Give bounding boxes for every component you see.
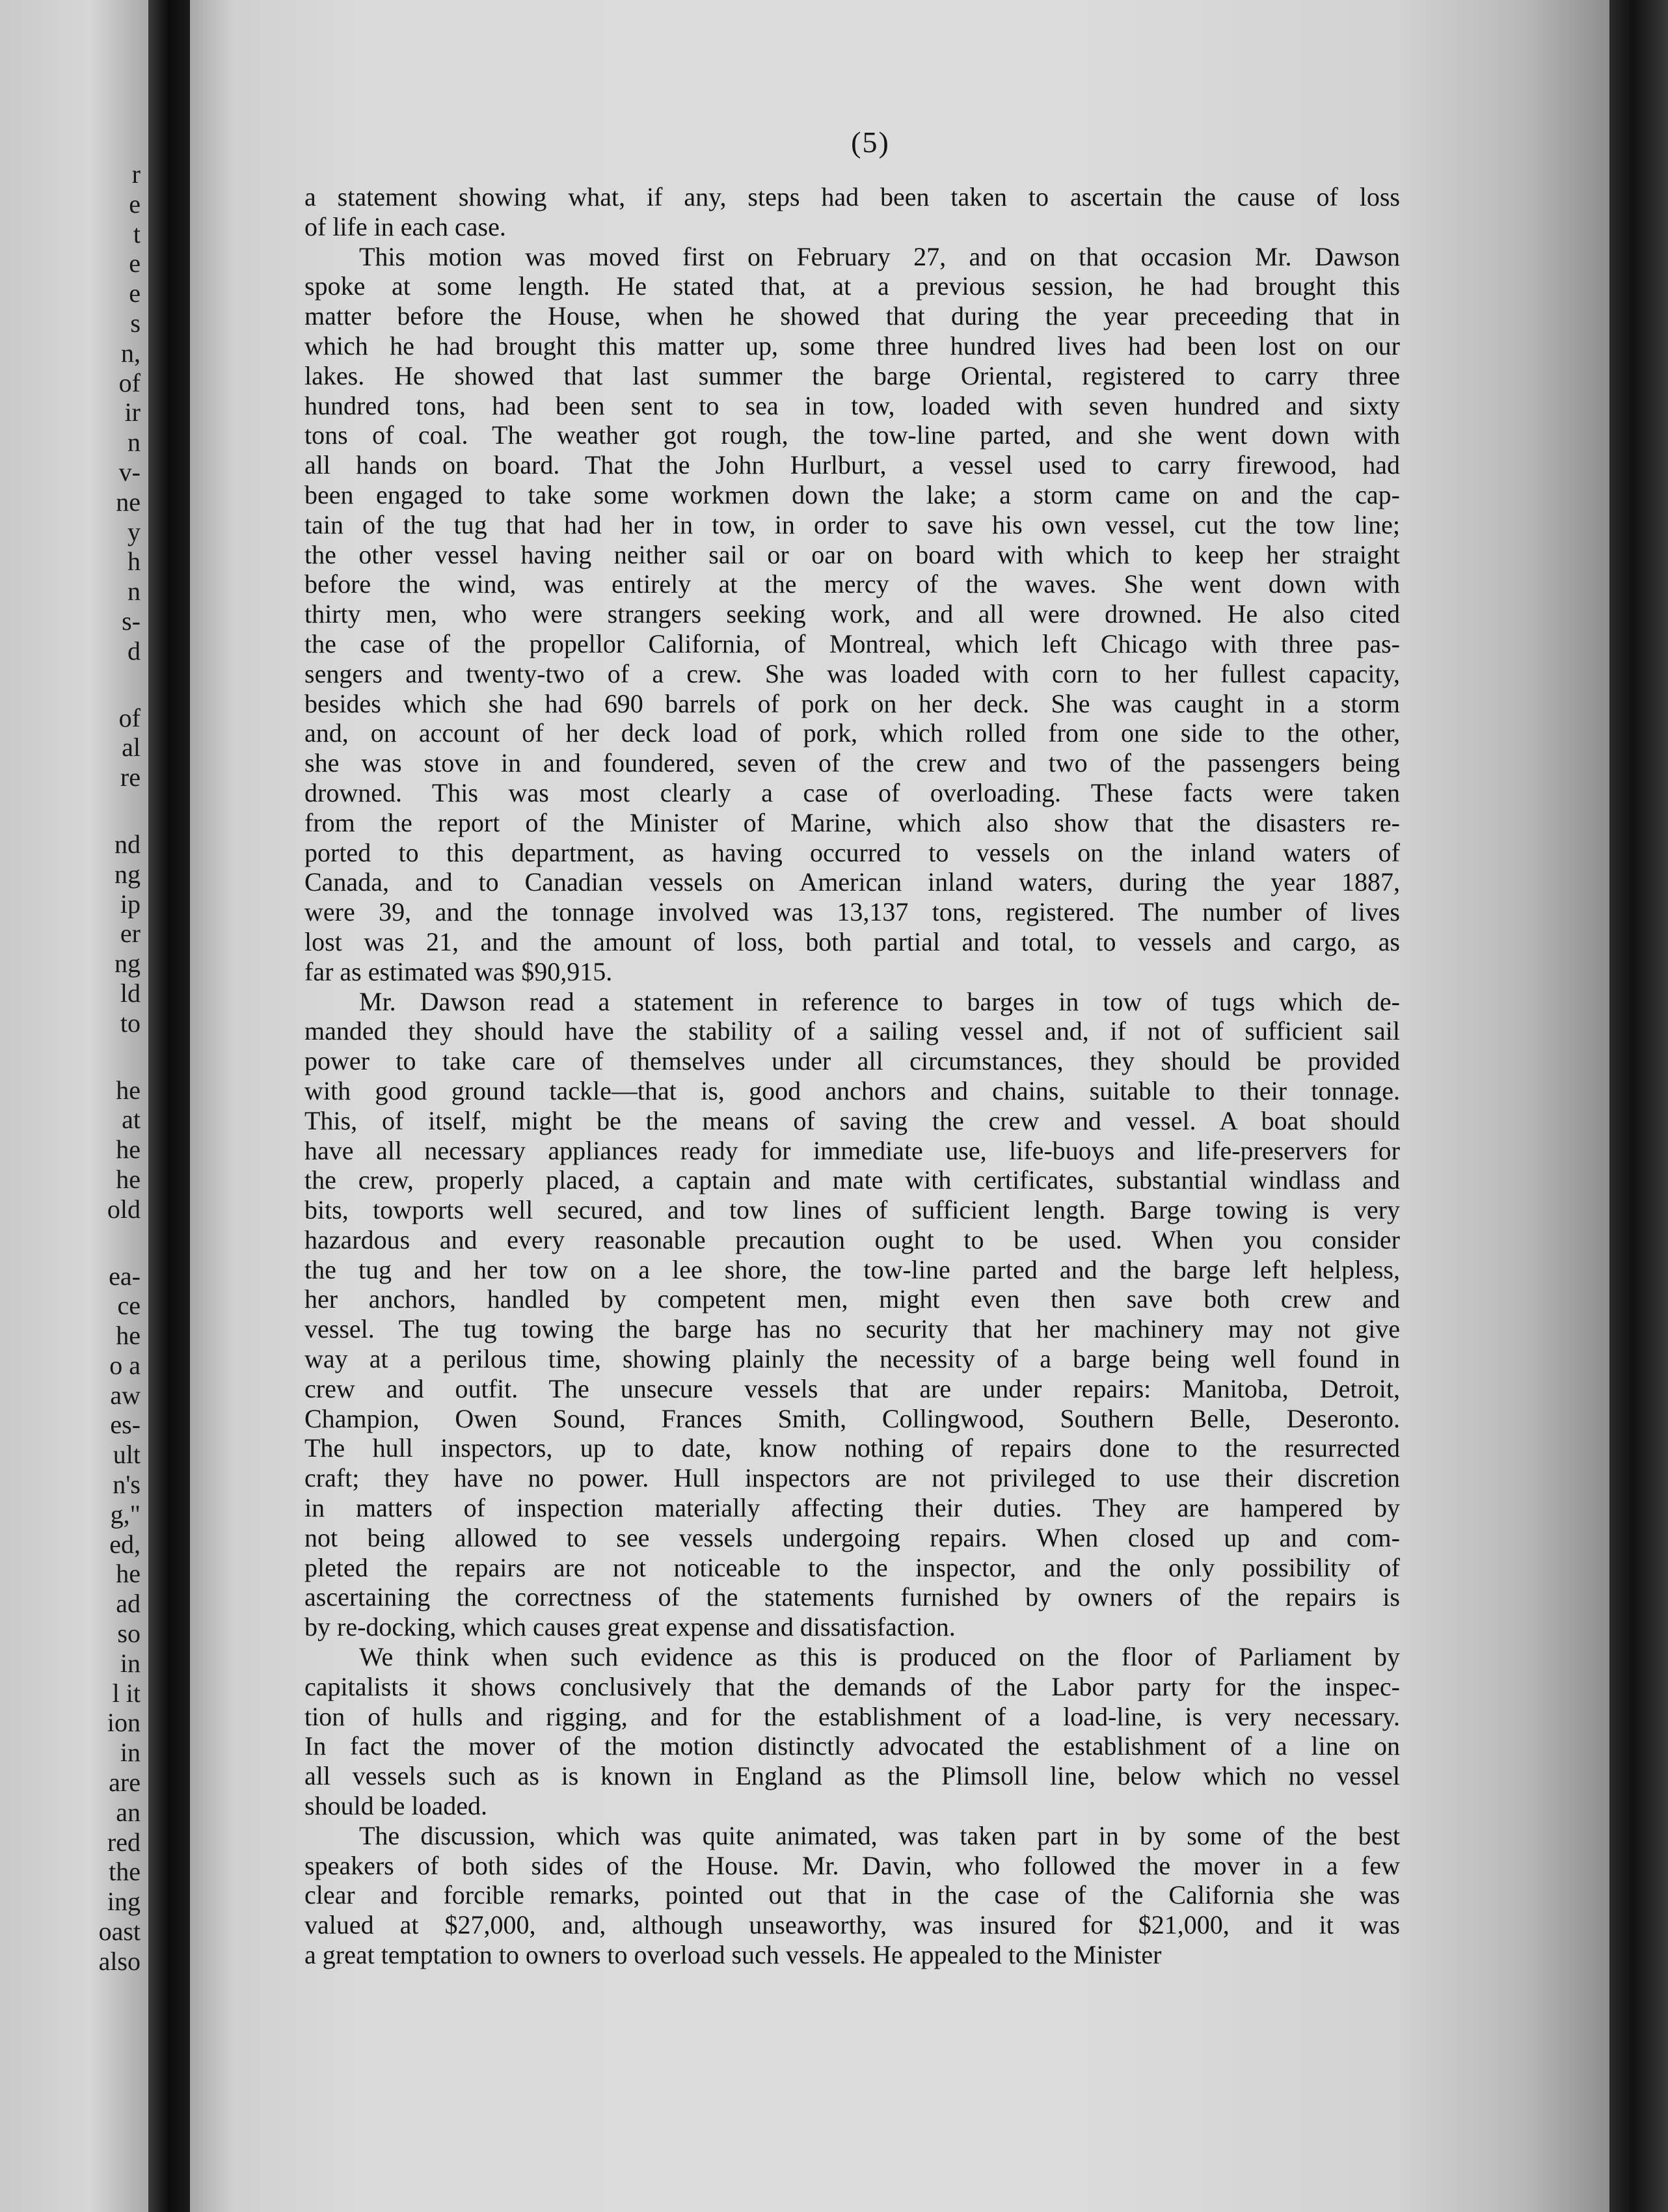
text-line: by re-docking, which causes great expense and dissatisfaction. [304, 1612, 956, 1642]
left-page-fragment: an [116, 1797, 141, 1827]
text-line: This, of itself, might be the means of saving the crew and vessel. A boat should [304, 1105, 1400, 1135]
left-page-fragment: ed, [109, 1529, 141, 1559]
text-line: of life in each case. [304, 211, 506, 241]
text-line: which he had brought this matter up, some three hundred lives had been lost on our [304, 330, 1400, 360]
left-page-fragment: ir [124, 398, 141, 427]
left-page-fragment: ne [116, 487, 141, 517]
left-page-fragment: in [120, 1738, 141, 1768]
left-page-fragment: ion [107, 1708, 141, 1738]
page-body-text [304, 182, 1400, 1970]
left-page-fragment [10, 666, 141, 703]
left-page-fragment: ld [120, 978, 141, 1008]
left-page-fragment: d [128, 636, 141, 666]
left-page-fragment: nd [114, 829, 141, 859]
left-page-fragment: e [129, 189, 141, 219]
left-page-fragment: oast [98, 1917, 141, 1947]
left-page-fragment: er [120, 919, 141, 949]
left-page-fragment: ce [117, 1291, 141, 1321]
left-page-fragment: h [128, 546, 141, 576]
left-page-fragment: l it [112, 1678, 141, 1708]
left-page-fragment: g," [110, 1499, 141, 1529]
text-line: thirty men, who were strangers seeking work, and all were drowned. He also cited [304, 599, 1400, 629]
text-line: the other vessel having neither sail or oar on board with which to keep her straight [304, 539, 1400, 569]
left-page-fragment: n [128, 427, 141, 457]
left-page-fragment: at [122, 1105, 141, 1135]
paragraph [304, 242, 1400, 987]
left-page-fragment: of [118, 703, 141, 733]
text-line: tons of coal. The weather got rough, the tow-line parted, and she went down with [304, 420, 1400, 450]
paragraph [304, 987, 1400, 1643]
left-page-fragment: e [129, 278, 141, 308]
text-line: clear and forcible remarks, pointed out that in the case of the California she was [304, 1880, 1400, 1910]
left-page-fragment: old [107, 1194, 141, 1224]
left-page-fragment: to [120, 1008, 141, 1038]
paragraph [304, 1642, 1400, 1821]
left-page-fragment: ult [113, 1440, 141, 1470]
left-page-fragment: he [116, 1075, 141, 1105]
text-line: a great temptation to owners to overload such vessels. He appealed to the Minister [304, 1940, 1162, 1970]
left-page-fragment: es- [110, 1410, 141, 1440]
page-number: (5) [851, 126, 890, 159]
text-line: Champion, Owen Sound, Frances Smith, Collingwood, Southern Belle, Deseronto. [304, 1403, 1400, 1433]
text-line: spoke at some length. He stated that, at a previous session, he had brought this [304, 271, 1400, 301]
text-line: tion of hulls and rigging, and for the establishment of a load-line, is very necessary. [304, 1701, 1400, 1731]
left-page-fragment: aw [110, 1380, 141, 1410]
text-line: she was stove in and foundered, seven of the crew and two of the passengers being [304, 748, 1400, 778]
paragraph [304, 182, 1400, 242]
text-line: Mr. Dawson read a statement in reference to barges in tow of tugs which de- [359, 986, 1400, 1016]
left-page-fragment: ad [116, 1589, 141, 1619]
left-page-fragment: n [128, 576, 141, 606]
text-line: besides which she had 690 barrels of pork on her deck. She was caught in a storm [304, 688, 1400, 718]
text-line: vessel. The tug towing the barge has no security that her machinery may not give [304, 1314, 1400, 1344]
text-line: way at a perilous time, showing plainly the necessity of a barge being well found in [304, 1344, 1400, 1374]
paragraph [304, 1821, 1400, 1970]
left-page-fragment: ng [114, 859, 141, 889]
text-line: the tug and her tow on a lee shore, the tow-line parted and the barge left helpless, [304, 1254, 1400, 1284]
text-line: from the report of the Minister of Marine, which also show that the disasters re- [304, 807, 1400, 837]
left-page-fragment: s- [122, 606, 141, 636]
text-line: manded they should have the stability of a sailing vessel and, if not of sufficient sail [304, 1016, 1400, 1046]
left-page-fragment: o a [109, 1350, 141, 1380]
text-line: not being allowed to see vessels undergoing repairs. When closed up and com- [304, 1522, 1400, 1552]
page-right-edge [1609, 0, 1668, 2212]
left-page-fragment: the [109, 1857, 141, 1887]
text-line: craft; they have no power. Hull inspectors are not privileged to use their discretion [304, 1463, 1400, 1493]
text-line: hazardous and every reasonable precaution ought to be used. When you consider [304, 1224, 1400, 1254]
text-line: In fact the mover of the motion distinctly advocated the establishment of a line on [304, 1731, 1400, 1761]
left-page-fragment: also [98, 1946, 141, 1976]
text-line: all vessels such as is known in England as the Plimsoll line, below which no vessel [304, 1761, 1400, 1791]
left-page-fragment [10, 792, 141, 830]
left-page-fragment: e [129, 249, 141, 278]
text-line: The discussion, which was quite animated, was taken part in by some of the best [359, 1820, 1400, 1850]
left-page-fragment: r [131, 159, 141, 189]
left-page-fragment: of [118, 368, 141, 398]
text-line: a statement showing what, if any, steps had been taken to ascertain the cause of loss [304, 182, 1400, 211]
left-page-text-fragments [10, 159, 141, 1976]
text-line: have all necessary appliances ready for immediate use, life-buoys and life-preservers for [304, 1135, 1400, 1165]
left-page-fragment: he [116, 1559, 141, 1589]
text-line: crew and outfit. The unsecure vessels that are under repairs: Manitoba, Detroit, [304, 1373, 1400, 1403]
left-page-fragment: al [122, 733, 141, 762]
left-page-edge [0, 0, 150, 2212]
book-gutter [148, 0, 194, 2212]
left-page-fragment: s [130, 308, 141, 338]
left-page-fragment: y [128, 517, 141, 546]
text-line: pleted the repairs are not noticeable to the inspector, and the only possibility of [304, 1552, 1400, 1582]
left-page-fragment: are [109, 1768, 141, 1798]
left-page-fragment: so [117, 1619, 141, 1649]
text-line: her anchors, handled by competent men, might even then save both crew and [304, 1284, 1400, 1314]
text-line: in matters of inspection materially affecting their duties. They are hampered by [304, 1493, 1400, 1523]
left-page-fragment: red [107, 1827, 141, 1857]
left-page-fragment: n, [121, 338, 141, 368]
text-line: ascertaining the correctness of the statements furnished by owners of the repairs is [304, 1582, 1400, 1612]
text-line: the crew, properly placed, a captain and mate with certificates, substantial windlass and [304, 1165, 1400, 1195]
text-line: speakers of both sides of the House. Mr. Davin, who followed the mover in a few [304, 1850, 1400, 1880]
text-line: sengers and twenty-two of a crew. She was loaded with corn to her fullest capacity, [304, 658, 1400, 688]
text-line: matter before the House, when he showed that during the year preceeding that in [304, 301, 1400, 331]
text-line: The hull inspectors, up to date, know nothing of repairs done to the resurrected [304, 1433, 1400, 1463]
text-line: hundred tons, had been sent to sea in tow, loaded with seven hundred and sixty [304, 390, 1400, 420]
left-page-fragment: ing [107, 1887, 141, 1917]
text-line: should be loaded. [304, 1791, 488, 1821]
text-line: and, on account of her deck load of pork, which rolled from one side to the other, [304, 718, 1400, 748]
text-line: lost was 21, and the amount of loss, both partial and total, to vessels and cargo, as [304, 926, 1400, 956]
text-line: were 39, and the tonnage involved was 13,137 tons, registered. The number of lives [304, 897, 1400, 927]
left-page-fragment: n's [113, 1470, 141, 1500]
left-page-fragment: he [116, 1321, 141, 1351]
text-line: power to take care of themselves under all circumstances, they should be provided [304, 1046, 1400, 1076]
left-page-fragment: t [133, 219, 141, 249]
text-line: drowned. This was most clearly a case of overloading. These facts were taken [304, 777, 1400, 807]
text-line: far as estimated was $90,915. [304, 956, 613, 986]
left-page-fragment: in [120, 1648, 141, 1678]
text-line: lakes. He showed that last summer the barge Oriental, registered to carry three [304, 360, 1400, 390]
left-page-fragment: he [116, 1135, 141, 1165]
text-line: the case of the propellor California, of Montreal, which left Chicago with three pas- [304, 628, 1400, 658]
text-line: valued at $27,000, and, although unseaworthy, was insured for $21,000, and it was [304, 1910, 1400, 1940]
text-line: This motion was moved first on February 27, and on that occasion Mr. Dawson [359, 241, 1400, 271]
text-line: with good ground tackle—that is, good anchors and chains, suitable to their tonnage. [304, 1075, 1400, 1105]
left-page-fragment: ng [114, 949, 141, 978]
text-line: been engaged to take some workmen down the lake; a storm came on and the cap- [304, 479, 1400, 509]
left-page-fragment: v- [118, 457, 141, 487]
left-page-fragment: ip [120, 889, 141, 919]
text-line: bits, towports well secured, and tow lines of sufficient length. Barge towing is very [304, 1195, 1400, 1225]
left-page-fragment [10, 1038, 141, 1075]
left-page-fragment: ea- [109, 1261, 141, 1291]
left-page-fragment [10, 1224, 141, 1261]
left-page-fragment: re [120, 762, 141, 792]
text-line: Canada, and to Canadian vessels on American inland waters, during the year 1887, [304, 867, 1400, 897]
text-line: before the wind, was entirely at the mercy of the waves. She went down with [304, 569, 1400, 599]
text-line: all hands on board. That the John Hurlburt, a vessel used to carry firewood, had [304, 450, 1400, 480]
text-line: tain of the tug that had her in tow, in order to save his own vessel, cut the tow line; [304, 509, 1400, 539]
text-line: capitalists it shows conclusively that the demands of the Labor party for the inspec- [304, 1671, 1400, 1701]
left-page-fragment: he [116, 1164, 141, 1194]
text-line: We think when such evidence as this is produced on the floor of Parliament by [359, 1642, 1400, 1672]
text-line: ported to this department, as having occurred to vessels on the inland waters of [304, 837, 1400, 867]
